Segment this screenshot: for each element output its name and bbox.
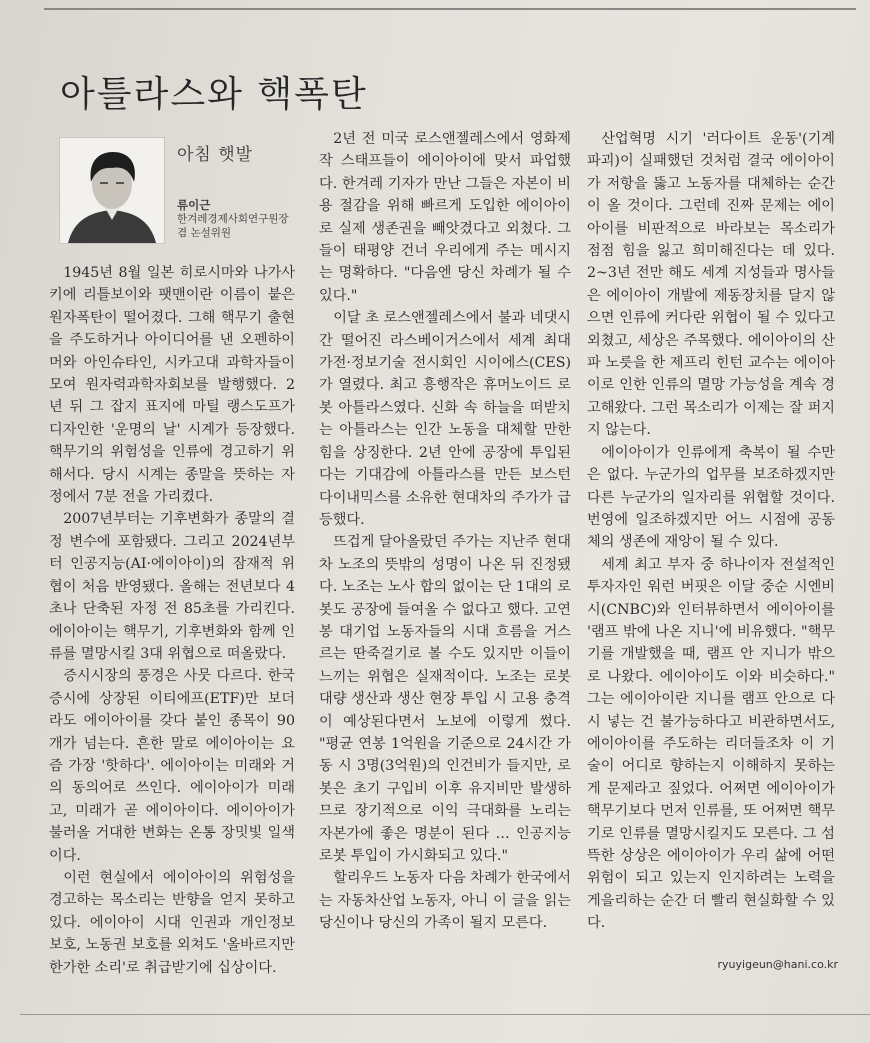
paragraph: 할리우드 노동자 다음 차례가 한국에서는 자동차산업 노동자, 아니 이 글을 읽는 당신이나 당신의 가족이 될지 모른다. [319,870,571,932]
paragraph: 뜨겁게 달아올랐던 주가는 지난주 현대차 노조의 뜻밖의 성명이 나온 뒤 진정됐다. 노조는 노사 합의 없이는 단 1대의 로봇도 공장에 들여올 수 없다고 했다. 고연봉 대기업 노동자들의 시대 흐름을 거스르는 딴죽걸기로 볼 수도 있지만 이들이 느끼는 위협은 실재적이다. 노조는 로봇 대량 생산과 생산 현장 투입 시 고용 충격이 예상된다면서 노보에 이렇게 썼다. "평균 연봉 1억원을 기준으로 24시간 가동 시 3명(3억원)의 인건비가 들지만, 로봇은 초기 구입비 이후 유지비만 발생하므로 장기적으로 이익 극대화를 노리는 자본가에 좋은 명분이 된다 … 인공지능 로봇 투입이 가시화되고 있다." [319,534,571,864]
author-name: 류이근 [177,198,211,212]
article-column-3 [587,128,835,935]
headline: 아틀라스와 핵폭탄 [60,74,368,116]
paragraph: 산업혁명 시기 '러다이트 운동'(기계 파괴)이 실패했던 것처럼 결국 에이아이가 저항을 뚫고 노동자를 대체하는 순간이 올 것이다. 그런데 진짜 문제는 에이아이를 비판적으로 바라보는 목소리가 점점 힘을 잃고 희미해진다는 데 있다. 2~3년 전만 해도 세계 지성들과 명사들은 에이아이 개발에 제동장치를 달지 않으면 인류에 커다란 위협이 될 수 있다고 외쳤고, 세상은 주목했다. 에이아이의 산파 노릇을 한 제프리 힌턴 교수는 에이아이로 인한 인류의 멸망 가능성을 계속 경고해왔다. 그런 목소리가 이제는 잘 퍼지지 않는다. [587,131,835,439]
author-email: ryuyigeun@hani.co.kr [717,958,838,971]
paragraph: 이런 현실에서 에이아이의 위험성을 경고하는 목소리는 반향을 얻지 못하고 있다. 에이아이 시대 인권과 개인정보 보호, 노동권 보호를 외쳐도 '올바르지만 한가한 소리'로 취급받기에 십상이다. [49,869,295,976]
paragraph: 2007년부터는 기후변화가 종말의 결정 변수에 포함됐다. 그리고 2024년부터 인공지능(AI·에이아이)의 잠재적 위협이 처음 반영됐다. 올해는 전년보다 4초나 단축된 자정 전 85초를 가리킨다. 에이아이는 핵무기, 기후변화와 함께 인류를 멸망시킬 3대 위협으로 떠올랐다. [49,511,295,662]
paragraph: 에이아이가 인류에게 축복이 될 수만은 없다. 누군가의 업무를 보조하겠지만 다른 누군가의 일자리를 위협할 것이다. 번영에 일조하겠지만 어느 시점에 공동체의 생존에 재앙이 될 수 있다. [587,444,835,551]
author-portrait-icon [60,138,164,243]
paragraph: 2년 전 미국 로스앤젤레스에서 영화제작 스태프들이 에이아이에 맞서 파업했다. 한겨레 기자가 만난 그들은 자본이 비용 절감을 위해 빠르게 도입한 에이아이로 실제 생존권을 빼앗겼다고 외쳤다. 그들이 태평양 건너 우리에게 주는 메시지는 명확하다. "다음엔 당신 차례가 될 수 있다." [319,131,571,304]
paragraph: 증시시장의 풍경은 사뭇 다르다. 한국 증시에 상장된 이티에프(ETF)만 보더라도 에이아이를 갖다 붙인 종목이 90개가 넘는다. 흔한 말로 에이아이는 요즘 가장 '핫하다'. 에이아이는 미래와 거의 동의어로 쓰인다. 에이아이가 미래고, 미래가 곧 에이아이다. 에이아이가 불러올 거대한 변화는 온통 장밋빛 일색이다. [49,668,295,864]
article-column-1 [49,262,295,979]
paragraph: 이달 초 로스앤젤레스에서 불과 네댓시간 떨어진 라스베이거스에서 세계 최대 가전·정보기술 전시회인 시이에스(CES)가 열렸다. 최고 흥행작은 휴머노이드 로봇 아틀라스였다. 신화 속 하늘을 떠받치는 아틀라스는 인간 노동을 대체할 만한 힘을 상징한다. 2년 안에 공장에 투입된다는 기대감에 아틀라스를 만든 보스턴 다이내믹스를 소유한 현대차의 주가가 급등했다. [319,310,571,528]
article-column-2 [319,128,571,935]
paragraph: 1945년 8월 일본 히로시마와 나가사키에 리틀보이와 팻맨이란 이름이 붙은 원자폭탄이 떨어졌다. 그해 핵무기 출현을 주도하거나 아이디어를 낸 오펜하이머와 아인슈타인, 시카고대 과학자들이 모여 원자력과학자회보를 발행했다. 2년 뒤 그 잡지 표지에 마틸 랭스도프가 디자인한 '운명의 날' 시계가 등장했다. 핵무기의 위험성을 인류에 경고하기 위해서다. 당시 시계는 종말을 뜻하는 자정에서 7분 전을 가리켰다. [49,265,295,506]
bottom-rule [20,1014,870,1015]
byline [177,198,289,240]
paragraph: 세계 최고 부자 중 하나이자 전설적인 투자자인 워런 버핏은 이달 중순 시엔비시(CNBC)와 인터뷰하면서 에이아이를 '램프 밖에 나온 지니'에 비유했다. "핵무기를 개발했을 때, 램프 안 지니가 밖으로 나왔다. 에이아이도 이와 비슷하다." 그는 에이아이란 지니를 램프 안으로 다시 넣는 건 불가능하다고 비관하면서도, 에이아이를 주도하는 리더들조차 이 기술이 어디로 향하는지 이해하지 못하는 게 문제라고 짚었다. 어쩌면 에이아이가 핵무기보다 먼저 인류를, 또 어쩌면 핵무기로 인류를 멸망시킬지도 모른다. 그 섬뜩한 상상은 에이아이가 우리 삶에 어떤 위험이 되고 있는지 인지하려는 노력을 게을리하는 순간 더 빨리 현실화할 수 있다. [587,556,835,932]
author-photo [59,137,165,244]
author-role-line2: 겸 논설위원 [177,227,232,239]
author-role-line1: 한겨레경제사회연구원장 [177,213,289,225]
top-rule [44,8,856,10]
column-title: 아침 햇발 [177,145,254,165]
